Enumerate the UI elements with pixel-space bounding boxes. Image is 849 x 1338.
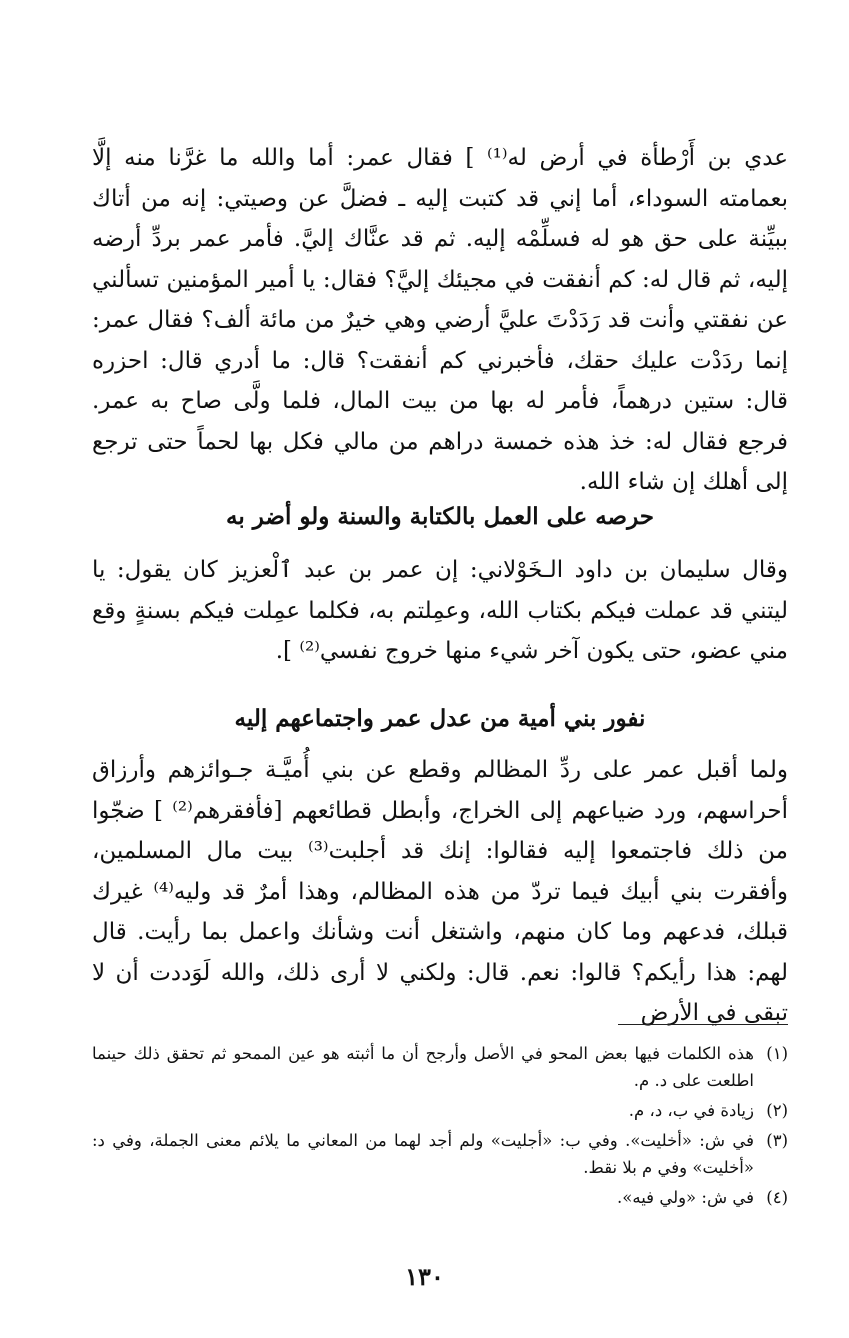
paragraph-1: عدي بن أَرْطأة في أرض له⁽¹⁾ ] فقال عمر: أما والله ما غرَّنا منه إلَّا بعمامته السوداء، أما إني قد كتبت إليه ـ فضلَّ عن وصيتي: إنه من أتاك ببيِّنة على حق هو له فسلِّمْه إليه. ثم قد عنَّاك إليَّ. فأمر عمر بردِّ أرضه إليه، ثم قال له: كم أنفقت في مجيئك إليَّ؟ فقال: يا أمير المؤمنين تسألني عن نفقتي وأنت قد رَدَدْتَ عليَّ أرضي وهي خيرٌ من مائة ألف؟ فقال عمر: إنما ردَدْت عليك حقك، فأخبرني كم أنفقت؟ قال: ما أدري قال: احزره قال: ستين درهماً، فأمر له بها من بيت المال، فلما ولَّى صاح به عمر. فرجع فقال له: خذ هذه خمسة دراهم من مالي فكل بها لحماً حتى ترجع إلى أهلك إن شاء الله. (92, 145, 788, 495)
paragraph-2: وقال سليمان بن داود الـخَوْلاني: إن عمر بن عبد ٱلْعزيز كان يقول: يا ليتني قد عملت فيكم بكتاب الله، وعمِلتم به، فكلما عمِلت فيكم بسنةٍ وقع مني عضو، حتى يكون آخر شيء منها خروج نفسي⁽²⁾ ]. (92, 557, 788, 664)
footnote-item (92, 1097, 788, 1124)
section-heading-2: نفور بني أمية من عدل عمر واجتماعهم إليه (234, 705, 646, 732)
footnote-item (92, 1040, 788, 1094)
footnote-text: زيادة في ب، د، م. (628, 1101, 754, 1120)
footnote-item (92, 1127, 788, 1181)
footnote-text: في ش: «ولي فيه». (617, 1188, 754, 1207)
footnote-number: (٣) (766, 1131, 788, 1150)
footnote-number: (٤) (766, 1188, 788, 1207)
paragraph-3: ولما أقبل عمر على ردِّ المظالم وقطع عن بني أُميَّـة جـوائزهم وأرزاق أحراسهم، ورد ضياعهم إلى الخراج، وأبطل قطائعهم [فأفقرهم⁽²⁾ ] ضجّوا من ذلك فاجتمعوا إليه فقالوا: إنك قد أجلبت⁽³⁾ بيت مال المسلمين، وأفقرت بني أبيك فيما تردّ من هذه المظالم، وهذا أمرٌ قد وليه⁽⁴⁾ غيرك قبلك، فدعهم وما كان منهم، واشتغل أنت وشأنك واعمل بما رأيت. قال لهم: هذا رأيكم؟ قالوا: نعم. قال: ولكني لا أرى ذلك، والله لَوَددت أن لا تبقى في الأرض (92, 757, 789, 1026)
footnote-item (92, 1184, 788, 1211)
section-heading-1: حرصه على العمل بالكتابة والسنة ولو أضر به (226, 503, 654, 530)
footnote-number: (٢) (766, 1101, 788, 1120)
page-number: ١٣٠ (405, 1262, 444, 1291)
footnotes-list (92, 1040, 788, 1214)
footnote-number: (١) (766, 1044, 788, 1063)
footnote-text: في ش: «أخليت». وفي ب: «أجليت» ولم أجد لهما من المعاني ما يلائم معنى الجملة، وفي د: «أخليت» وفي م بلا نقط. (92, 1131, 754, 1177)
footnote-text: هذه الكلمات فيها بعض المحو في الأصل وأرجح أن ما أثبته هو عين الممحو ثم تحقق ذلك حينما اطلعت على د. م. (92, 1044, 754, 1090)
footnote-divider (618, 1024, 788, 1025)
